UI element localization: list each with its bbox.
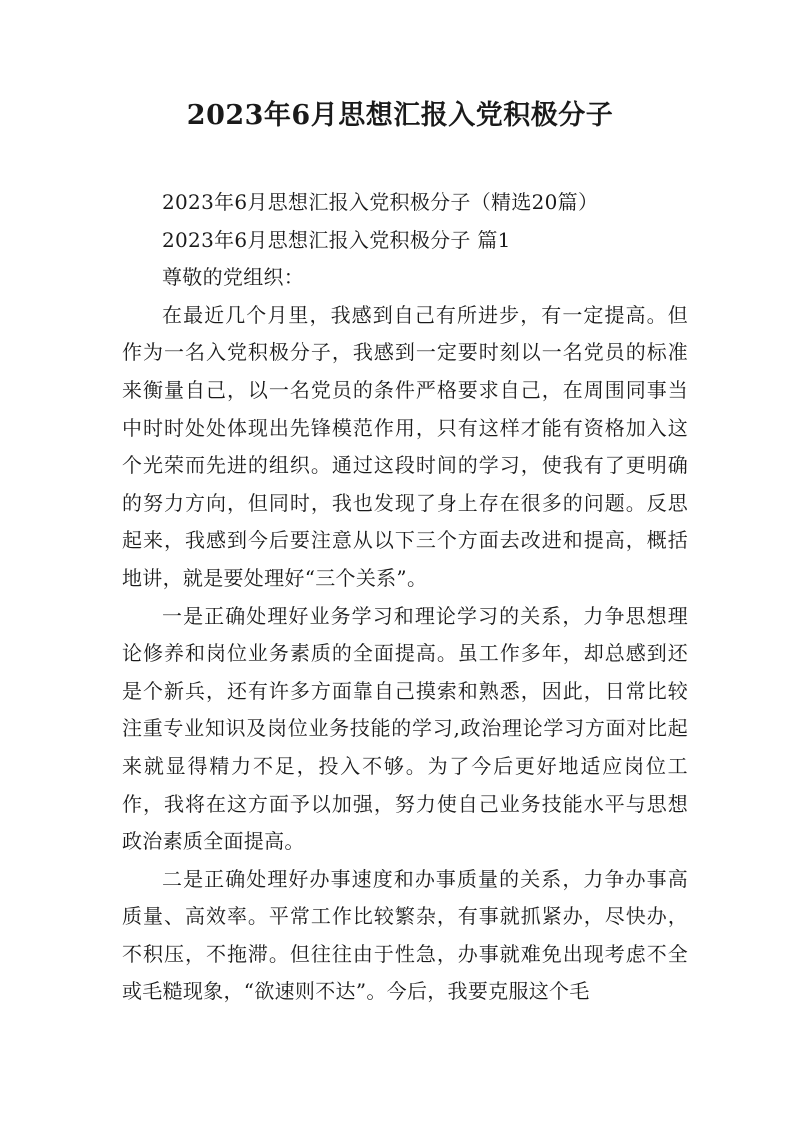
salutation: 尊敬的党组织：: [162, 265, 305, 290]
document-title: 2023年6月思想汇报入党积极分子: [186, 100, 614, 131]
collection-heading: 2023年6月思想汇报入党积极分子（精选20篇）: [162, 190, 599, 214]
paragraph-point-two: 二是正确处理好办事速度和办事质量的关系，力争办事高质量、高效率。平常工作比较繁杂，有事就抓紧办，尽快办，不积压，不拖滞。但往往由于性急，办事就难免出现考虑不全或毛糙现象，“欲速则不达”。今后，我要克服这个毛: [122, 866, 688, 1004]
paragraph-intro: 在最近几个月里，我感到自己有所进步，有一定提高。但作为一名入党积极分子，我感到一定要时刻以一名党员的标准来衡量自己，以一名党员的条件严格要求自己，在周围同事当中时时处处体现出先锋模范作用，只有这样才能有资格加入这个光荣而先进的组织。通过这段时间的学习，使我有了更明确的努力方向，但同时，我也发现了身上存在很多的问题。反思起来，我感到今后要注意从以下三个方面去改进和提高，概括地讲，就是要处理好“三个关系”。: [122, 302, 688, 590]
section-heading: 2023年6月思想汇报入党积极分子 篇1: [162, 227, 511, 252]
document-body: [122, 184, 688, 1011]
paragraph-point-one: 一是正确处理好业务学习和理论学习的关系，力争思想理论修养和岗位业务素质的全面提高。虽工作多年，却总感到还是个新兵，还有许多方面靠自己摸索和熟悉，因此，日常比较注重专业知识及岗位业务技能的学习,政治理论学习方面对比起来就显得精力不足，投入不够。为了今后更好地适应岗位工作，我将在这方面予以加强，努力使自己业务技能水平与思想政治素质全面提高。: [122, 603, 688, 854]
